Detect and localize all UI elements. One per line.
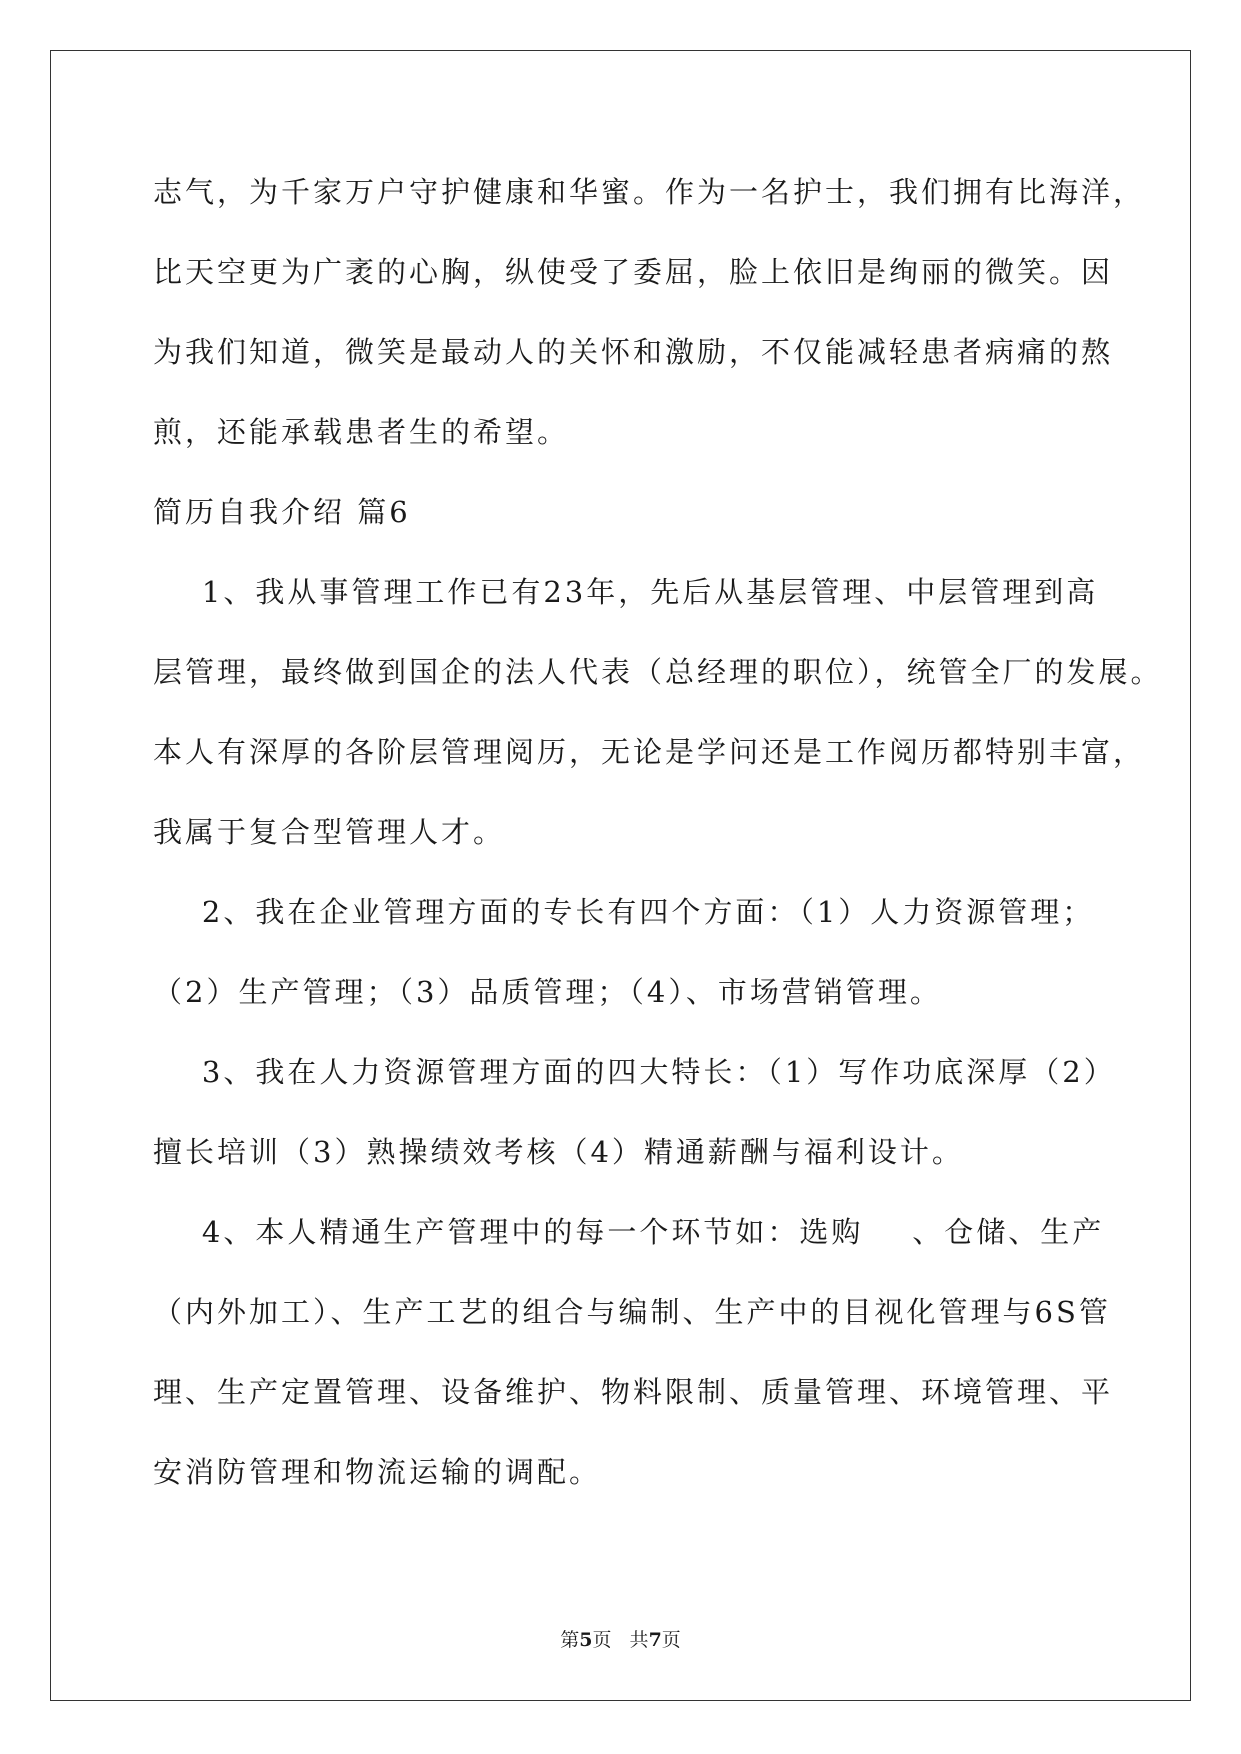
- text-line: 为我们知道，微笑是最动人的关怀和激励，不仅能减轻患者病痛的熬: [153, 335, 1114, 369]
- text-line: 安消防管理和物流运输的调配。: [153, 1455, 602, 1489]
- text-line: 擅长培训（3）熟操绩效考核（4）精通薪酬与福利设计。: [153, 1135, 964, 1169]
- text-line: 比天空更为广袤的心胸，纵使受了委屈，脸上依旧是绚丽的微笑。因: [153, 255, 1114, 289]
- text-line: 层管理，最终做到国企的法人代表（总经理的职位），统管全厂的发展。: [153, 655, 1163, 689]
- text-line: 本人有深厚的各阶层管理阅历，无论是学问还是工作阅历都特别丰富，: [153, 735, 1146, 769]
- text-line: 煎，还能承载患者生的希望。: [153, 415, 570, 449]
- text-line: 我属于复合型管理人才。: [153, 815, 506, 849]
- section-heading: 简历自我介绍 篇6: [153, 495, 411, 529]
- text-line: （2）生产管理；（3）品质管理；（4）、市场营销管理。: [153, 975, 942, 1009]
- text-line: 1、我从事管理工作已有23年，先后从基层管理、中层管理到高: [153, 575, 1099, 609]
- footer-mid: 页 共: [592, 1629, 649, 1651]
- footer-suffix: 页: [661, 1629, 681, 1651]
- current-page-number: 5: [579, 1629, 593, 1651]
- text-line: 3、我在人力资源管理方面的四大特长：（1）写作功底深厚（2）: [153, 1055, 1116, 1089]
- total-page-count: 7: [648, 1629, 662, 1651]
- text-line: 志气，为千家万户守护健康和华蜜。作为一名护士，我们拥有比海洋，: [153, 175, 1146, 209]
- text-line: 4、本人精通生产管理中的每一个环节如：选购 、仓储、生产: [153, 1215, 1105, 1249]
- text-line: 2、我在企业管理方面的专长有四个方面：（1）人力资源管理；: [153, 895, 1095, 929]
- footer-prefix: 第: [560, 1629, 580, 1651]
- text-line: （内外加工）、生产工艺的组合与编制、生产中的目视化管理与6S管: [153, 1295, 1111, 1329]
- text-line: 理、生产定置管理、设备维护、物料限制、质量管理、环境管理、平: [153, 1375, 1114, 1409]
- page-footer: [0, 1627, 1241, 1653]
